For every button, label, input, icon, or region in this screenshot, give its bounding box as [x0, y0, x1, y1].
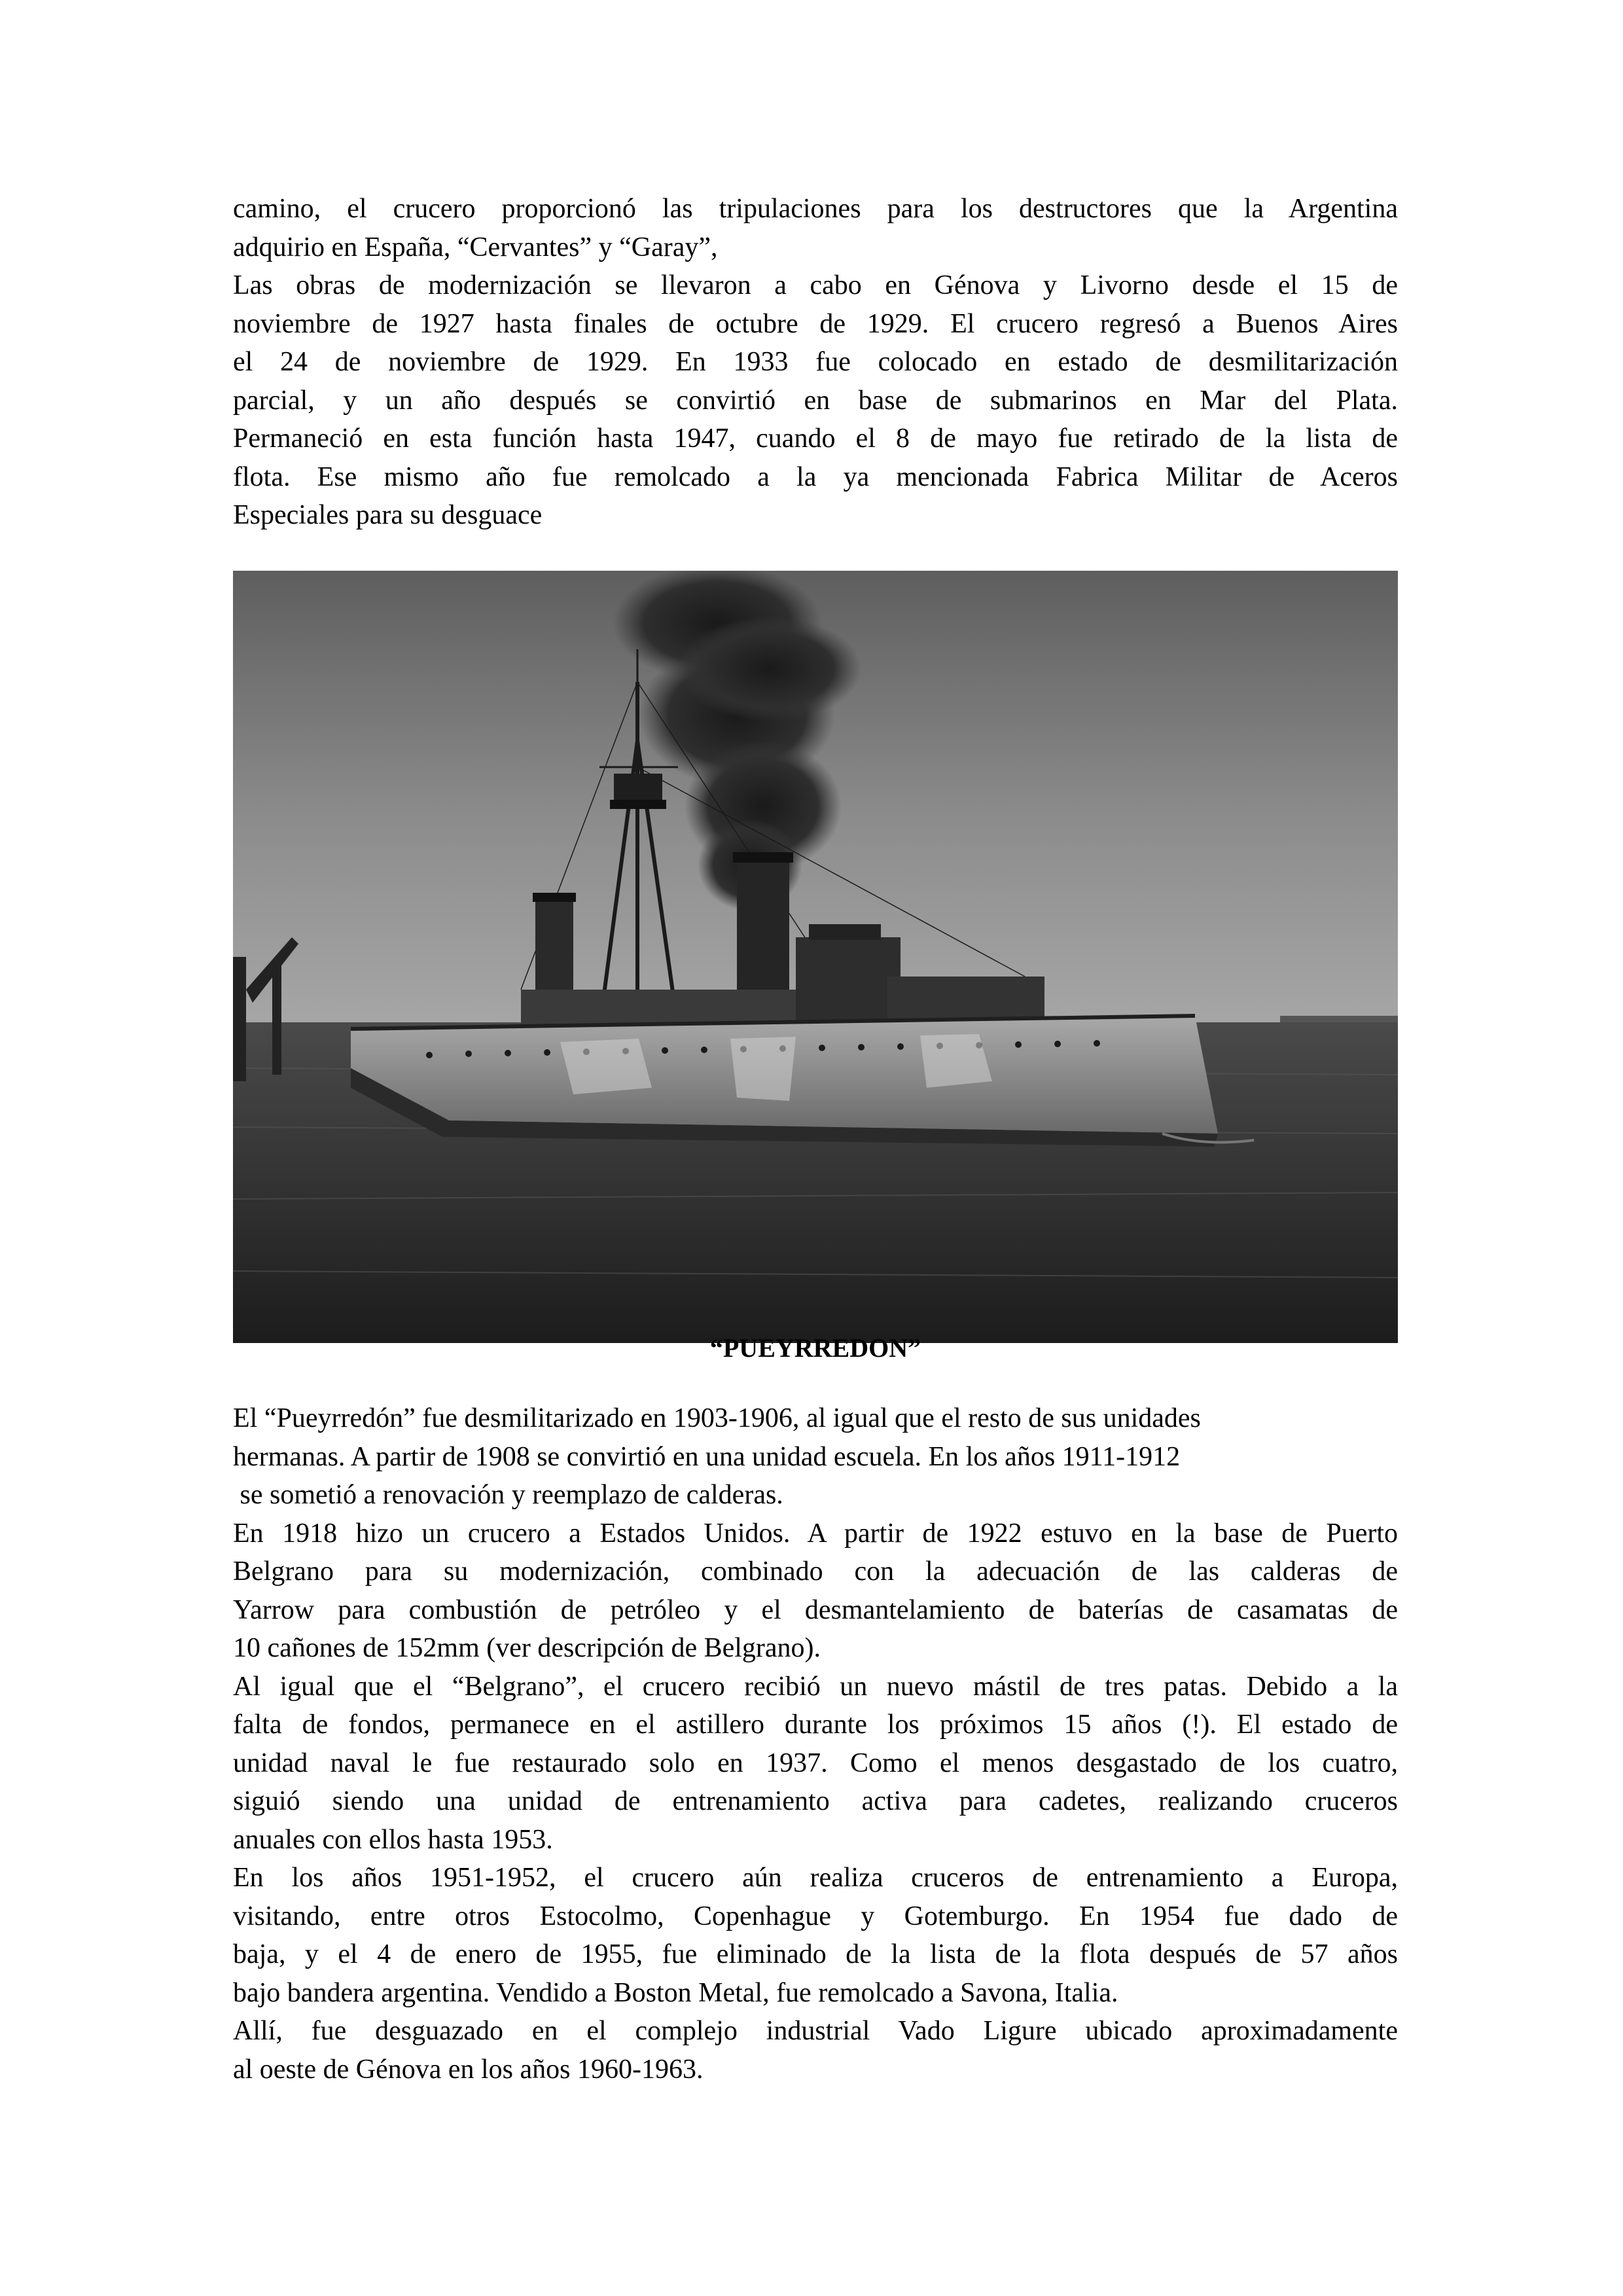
text-line: bajo bandera argentina. Vendido a Boston Metal, fue remolcado a Savona, Italia. [233, 1977, 1118, 2008]
text-line: unidad naval le fue restaurado solo en 1937. Como el menos desgastado de los cuatro, [233, 1748, 1398, 1778]
text-line: falta de fondos, permanece en el astillero durante los próximos 15 años (!). El estado de [233, 1710, 1398, 1740]
paragraph-demilitarization [233, 1399, 1398, 1515]
paragraph-scrapping [233, 2012, 1398, 2089]
text-line: se sometió a renovación y reemplazo de calderas. [233, 1480, 783, 1510]
text-line: Belgrano para su modernización, combinado con la adecuación de las calderas de [233, 1556, 1398, 1587]
paragraph-mast [233, 1668, 1398, 1859]
text-line: camino, el crucero proporcionó las tripulaciones para los destructores que la Argentina [233, 194, 1398, 224]
text-line: En 1918 hizo un crucero a Estados Unidos. A partir de 1922 estuvo en la base de Puerto [233, 1518, 1398, 1549]
paragraph-1918 [233, 1515, 1398, 1668]
paragraph-crew [233, 190, 1398, 266]
text-line: noviembre de 1927 hasta finales de octubre de 1929. El crucero regresó a Buenos Aires [233, 308, 1398, 339]
text-line: siguió siendo una unidad de entrenamiento activa para cadetes, realizando cruceros [233, 1786, 1398, 1816]
text-line: Especiales para su desguace [233, 500, 543, 530]
text-line: al oeste de Génova en los años 1960-1963. [233, 2054, 704, 2085]
photo-caption: “PUEYRREDON” [709, 1333, 921, 1363]
text-line: 10 cañones de 152mm (ver descripción de Belgrano). [233, 1633, 821, 1663]
text-line: En los años 1951-1952, el crucero aún realiza cruceros de entrenamiento a Europa, [233, 1863, 1398, 1893]
text-line: Yarrow para combustión de petróleo y el desmantelamiento de baterías de casamatas de [233, 1594, 1398, 1625]
text-line: anuales con ellos hasta 1953. [233, 1824, 553, 1855]
text-line: visitando, entre otros Estocolmo, Copenhague y Gotemburgo. En 1954 fue dado de [233, 1901, 1398, 1931]
text-line: hermanas. A partir de 1908 se convirtió en una unidad escuela. En los años 1911-1912 [233, 1441, 1181, 1472]
text-line: flota. Ese mismo año fue remolcado a la ya mencionada Fabrica Militar de Aceros [233, 461, 1398, 492]
ship-photo [233, 571, 1398, 1343]
text-line: el 24 de noviembre de 1929. En 1933 fue colocado en estado de desmilitarización [233, 347, 1398, 377]
text-line: Al igual que el “Belgrano”, el crucero recibió un nuevo mástil de tres patas. Debido a la [233, 1671, 1398, 1702]
text-line: parcial, y un año después se convirtió en base de submarinos en Mar del Plata. [233, 385, 1398, 416]
text-line: baja, y el 4 de enero de 1955, fue eliminado de la lista de la flota después de 57 años [233, 1939, 1398, 1969]
text-line: adquirio en España, “Cervantes” y “Garay”, [233, 232, 718, 262]
ship-photo-illustration [233, 571, 1398, 1343]
paragraph-1951 [233, 1859, 1398, 2012]
top-text-block [233, 190, 1398, 535]
text-line: Las obras de modernización se llevaron a cabo en Génova y Livorno desde el 15 de [233, 270, 1398, 300]
text-line: El “Pueyrredón” fue desmilitarizado en 1903-1906, al igual que el resto de sus unidades [233, 1403, 1201, 1433]
paragraph-modernization [233, 266, 1398, 535]
text-line: Permaneció en esta función hasta 1947, cuando el 8 de mayo fue retirado de la lista de [233, 423, 1398, 454]
bottom-text-block [233, 1399, 1398, 2089]
text-line: Allí, fue desguazado en el complejo industrial Vado Ligure ubicado aproximadamente [233, 2016, 1398, 2046]
